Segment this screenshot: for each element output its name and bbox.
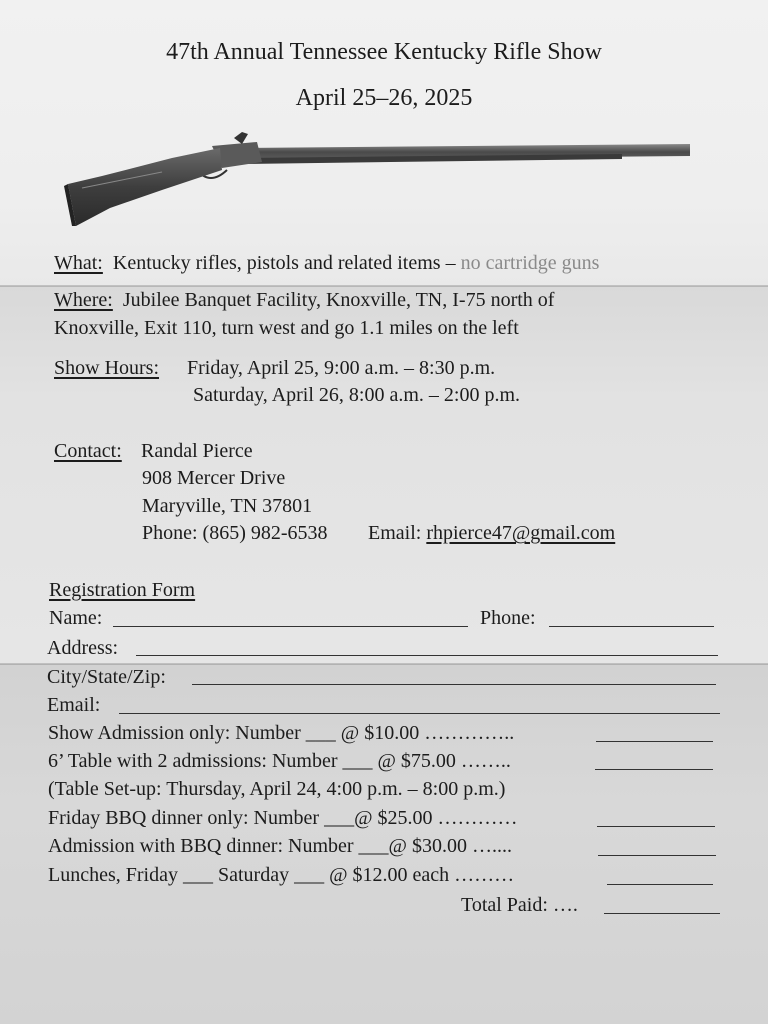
contact-label-text: Contact:: [54, 440, 122, 462]
table-setup-note: (Table Set-up: Thursday, April 24, 4:00 p.m. – 8:00 p.m.): [48, 778, 506, 800]
where-text-1: Jubilee Banquet Facility, Knoxville, TN, I-75 north of: [122, 289, 555, 311]
phone-label: Phone:: [480, 607, 536, 629]
show-hours-friday: Friday, April 25, 9:00 a.m. – 8:30 p.m.: [187, 357, 496, 379]
show-admission-amount-line[interactable]: [596, 741, 713, 742]
where-text-2: Knoxville, Exit 110, turn west and go 1.1 miles on the left: [54, 317, 519, 339]
kentucky-rifle-illustration: [62, 128, 694, 228]
what-faded-text: no cartridge guns: [460, 252, 600, 274]
registration-form-heading: Registration Form: [49, 579, 196, 601]
contact-name: Randal Pierce: [141, 440, 253, 462]
address-field-line[interactable]: [136, 655, 718, 656]
bbq-dinner-line: Friday BBQ dinner only: Number ___@ $25.00 …………: [48, 807, 518, 829]
email-label: Email:: [47, 694, 101, 716]
contact-phone: Phone: (865) 982-6538: [142, 522, 328, 544]
what-text: Kentucky rifles, pistols and related items –: [112, 252, 456, 274]
bbq-dinner-amount-line[interactable]: [597, 826, 715, 827]
show-hours-label: [54, 356, 159, 380]
show-admission-line: Show Admission only: Number ___ @ $10.00 …………..: [48, 722, 515, 744]
name-field-line[interactable]: [113, 626, 468, 627]
table-line: 6’ Table with 2 admissions: Number ___ @ $75.00 ……..: [48, 750, 511, 772]
what-label: What:: [54, 252, 103, 274]
table-amount-line[interactable]: [595, 769, 713, 770]
contact-label: [54, 439, 122, 463]
lunches-amount-line[interactable]: [607, 884, 713, 885]
city-state-zip-label: City/State/Zip:: [47, 666, 166, 688]
fold-crease-upper: [0, 285, 768, 287]
show-hours-label-text: Show Hours:: [54, 357, 160, 379]
show-title: 47th Annual Tennessee Kentucky Rifle Show: [166, 39, 602, 65]
city-state-zip-field-line[interactable]: [192, 684, 716, 685]
show-dates: April 25–26, 2025: [295, 85, 473, 111]
admission-bbq-line: Admission with BBQ dinner: Number ___@ $30.00 …....: [48, 835, 512, 857]
show-hours-saturday: Saturday, April 26, 8:00 a.m. – 2:00 p.m.: [193, 384, 521, 406]
contact-email-row: [368, 521, 615, 545]
where-label: Where:: [54, 289, 113, 311]
contact-email-link[interactable]: rhpierce47@gmail.com: [426, 522, 616, 544]
total-paid-label: Total Paid: ….: [461, 894, 578, 916]
contact-city: Maryville, TN 37801: [142, 495, 313, 517]
admission-bbq-amount-line[interactable]: [598, 855, 716, 856]
what-section: [54, 251, 599, 275]
address-label: Address:: [47, 637, 119, 659]
lunches-line: Lunches, Friday ___ Saturday ___ @ $12.00 each ………: [48, 864, 515, 886]
contact-email-label: Email:: [368, 522, 422, 544]
paper-middle-section: [0, 286, 768, 664]
phone-field-line[interactable]: [549, 626, 714, 627]
contact-street: 908 Mercer Drive: [142, 467, 286, 489]
total-paid-amount-line[interactable]: [604, 913, 720, 914]
where-line-1: [54, 288, 554, 312]
email-field-line[interactable]: [119, 713, 720, 714]
name-label: Name:: [49, 607, 103, 629]
